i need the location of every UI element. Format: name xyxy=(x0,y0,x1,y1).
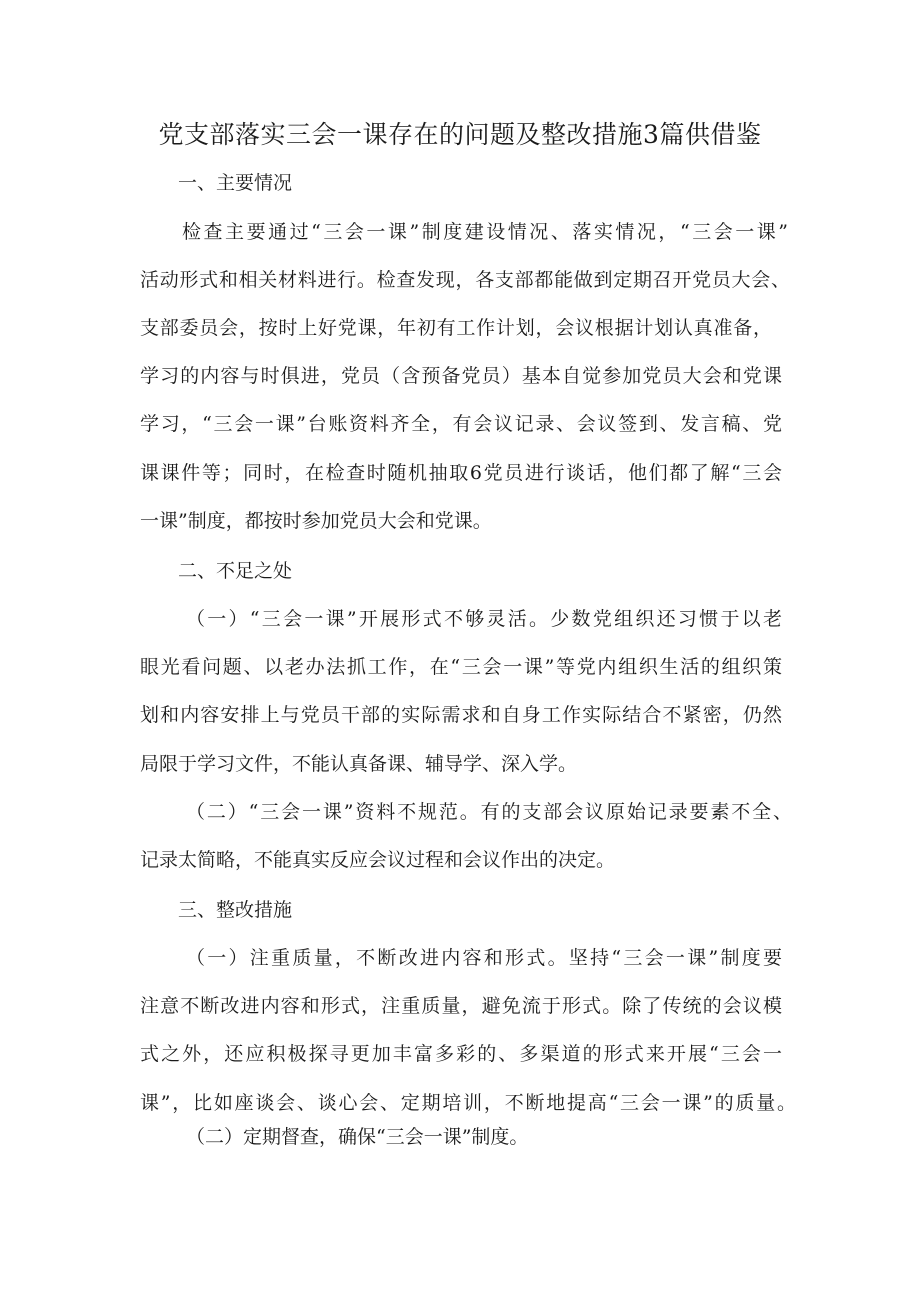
paragraph-line: 划和内容安排上与党员干部的实际需求和自身工作实际结合不紧密，仍然 xyxy=(140,704,782,726)
paragraph-line: 课课件等；同时，在检查时随机抽取6党员进行谈话，他们都了解“三会 xyxy=(140,462,782,484)
heading-rectification: 三、整改措施 xyxy=(178,899,293,921)
paragraph-line: 学习的内容与时俱进，党员（含预备党员）基本自觉参加党员大会和党课 xyxy=(140,365,782,387)
paragraph-line: （二）定期督查，确保“三会一课”制度。 xyxy=(186,1126,529,1148)
paragraph-line: 注意不断改进内容和形式，注重质量，避免流于形式。除了传统的会议模 xyxy=(140,995,782,1017)
paragraph-line: 式之外，还应积极探寻更加丰富多彩的、多渠道的形式来开展“三会一 xyxy=(140,1043,782,1065)
paragraph-line: 局限于学习文件，不能认真备课、辅导学、深入学。 xyxy=(140,753,578,775)
heading-main-situation: 一、主要情况 xyxy=(178,172,293,194)
paragraph-line: 检查主要通过“三会一课”制度建设情况、落实情况，“三会一课” xyxy=(182,221,788,243)
paragraph-line: （一）“三会一课”开展形式不够灵活。少数党组织还习惯于以老 xyxy=(186,608,782,630)
paragraph-line: 支部委员会，按时上好党课，年初有工作计划，会议根据计划认真准备， xyxy=(140,317,772,339)
heading-shortcomings: 二、不足之处 xyxy=(178,560,293,582)
paragraph-line: 学习，“三会一课”台账资料齐全，有会议记录、会议签到、发言稿、党 xyxy=(140,413,782,435)
document-title: 党支部落实三会一课存在的问题及整改措施3篇供借鉴 xyxy=(158,120,762,149)
paragraph-line: 眼光看问题、以老办法抓工作，在“三会一课”等党内组织生活的组织策 xyxy=(140,656,782,678)
paragraph-line: 一课”制度，都按时参加党员大会和党课。 xyxy=(140,510,492,532)
paragraph-line: 记录太简略，不能真实反应会议过程和会议作出的决定。 xyxy=(140,849,616,871)
paragraph-line: （二）“三会一课”资料不规范。有的支部会议原始记录要素不全、 xyxy=(186,801,792,823)
paragraph-line: 课”，比如座谈会、谈心会、定期培训，不断地提高“三会一课”的质量。 xyxy=(140,1092,796,1114)
paragraph-line: 活动形式和相关材料进行。检查发现，各支部都能做到定期召开党员大会、 xyxy=(140,269,790,291)
paragraph-line: （一）注重质量，不断改进内容和形式。坚持“三会一课”制度要 xyxy=(186,947,782,969)
